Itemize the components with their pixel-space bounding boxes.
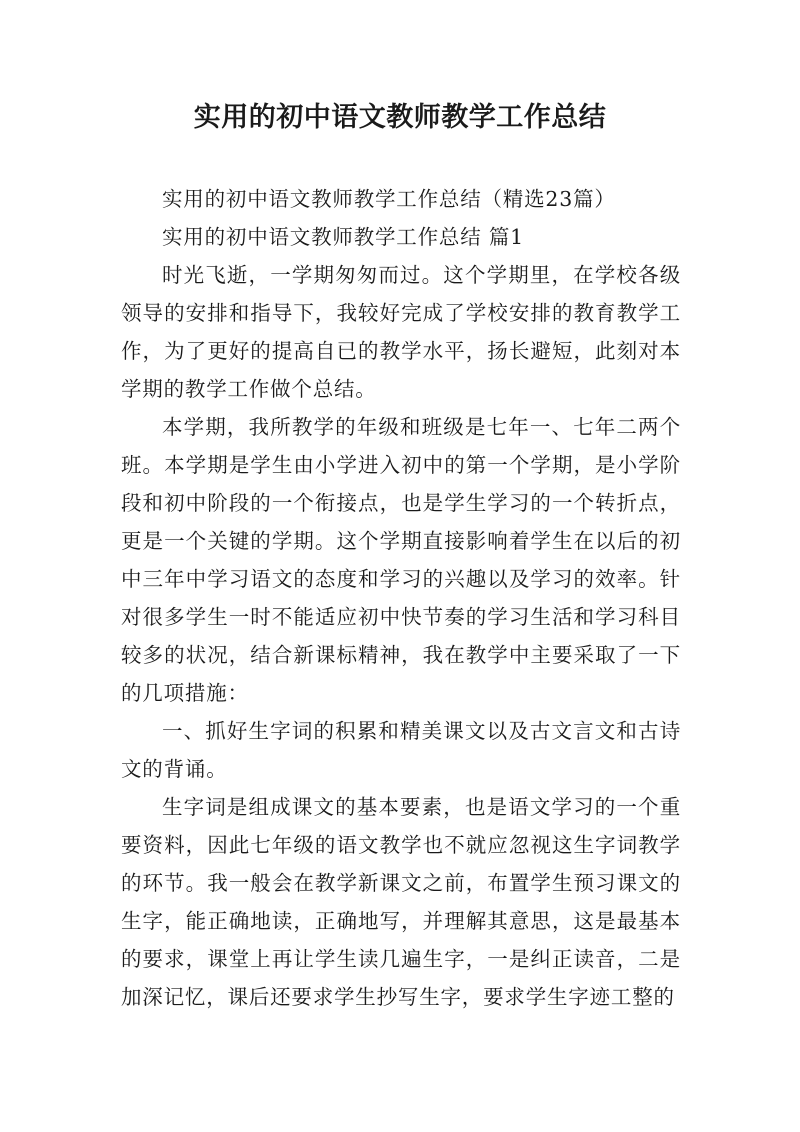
paragraph-2: 本学期，我所教学的年级和班级是七年一、七年二两个班。本学期是学生由小学进入初中的第一个学期，是小学阶段和初中阶段的一个衔接点，也是学生学习的一个转折点，更是一个关键的学期。这个学期直接影响着学生在以后的初中三年中学习语文的态度和学习的兴趣以及学习的效率。针对很多学生一时不能适应初中快节奏的学习生活和学习科目较多的状况，结合新课标精神，我在教学中主要采取了一下的几项措施： bbox=[121, 415, 681, 705]
paragraph-1: 时光飞逝，一学期匆匆而过。这个学期里，在学校各级领导的安排和指导下，我较好完成了学校安排的教育教学工作，为了更好的提高自已的教学水平，扬长避短，此刻对本学期的教学工作做个总结。 bbox=[121, 263, 681, 401]
section-heading: 实用的初中语文教师教学工作总结 篇1 bbox=[162, 225, 524, 249]
document-body bbox=[121, 180, 681, 1016]
document-title: 实用的初中语文教师教学工作总结 bbox=[193, 102, 607, 133]
document-subtitle: 实用的初中语文教师教学工作总结（精选23篇） bbox=[162, 187, 616, 211]
paragraph-3: 一、抓好生字词的积累和精美课文以及古文言文和古诗文的背诵。 bbox=[121, 719, 681, 781]
paragraph-4: 生字词是组成课文的基本要素，也是语文学习的一个重要资料，因此七年级的语文教学也不就应忽视这生字词教学的环节。我一般会在教学新课文之前，布置学生预习课文的生字，能正确地读，正确地写，并理解其意思，这是最基本的要求，课堂上再让学生读几遍生字，一是纠正读音，二是加深记忆，课后还要求学生抄写生字，要求学生字迹工整的 bbox=[121, 795, 681, 1009]
